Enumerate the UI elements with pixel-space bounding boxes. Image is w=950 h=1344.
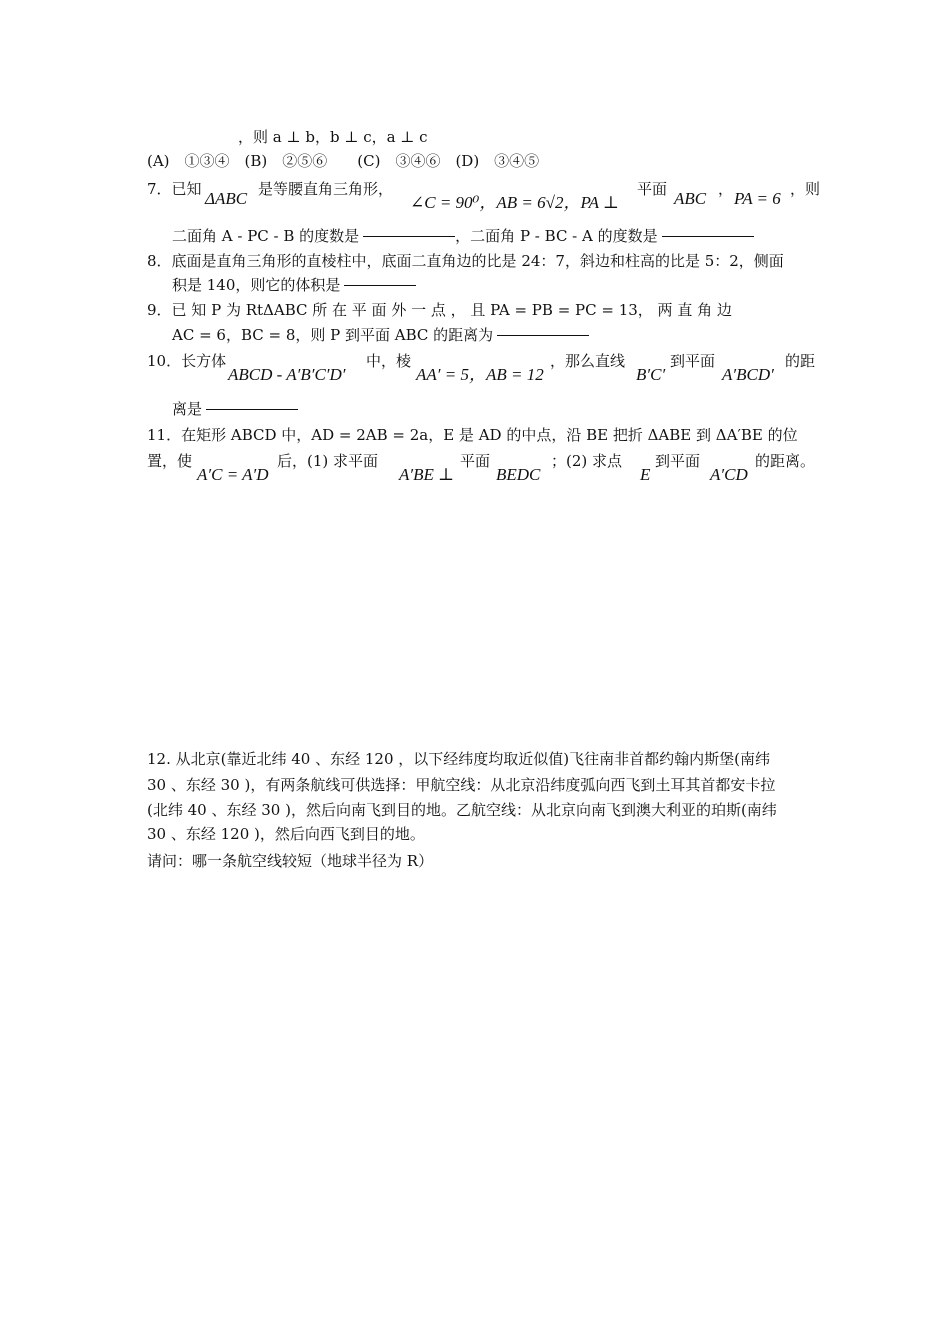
math: A′BCD′ <box>722 365 774 384</box>
text: 的距 <box>785 352 816 370</box>
text-line <box>172 324 589 346</box>
answer-blank <box>344 285 416 286</box>
text: 置，使 <box>147 452 193 470</box>
text: ，二面角 P - BC - A 的度数是 <box>455 227 658 245</box>
text: 平面 <box>637 180 668 198</box>
math: A′BE ⊥ <box>399 465 455 484</box>
text-line <box>172 225 754 247</box>
text: 的距离。 <box>755 452 816 470</box>
text-line: 请问：哪一条航空线较短（地球半径为 R） <box>147 852 434 870</box>
answer-blank <box>662 236 754 237</box>
math: A′CD <box>710 465 748 484</box>
answer-blank <box>206 409 298 410</box>
text-line: 12. 从北京(靠近北纬 40 、东经 120 ，以下经纬度均取近似值)飞往南非首都约翰内斯堡(南纬 <box>147 750 770 768</box>
text-line: (北纬 40 、东经 30 )，然后向南飞到目的地。乙航空线：从北京向南飞到澳大利亚的珀斯(南纬 <box>147 801 777 819</box>
answer-blank <box>497 335 589 336</box>
text-line: 30 、东经 30 )，有两条航线可供选择：甲航空线：从北京沿纬度弧向西飞到土耳其首都安卡拉 <box>147 776 776 794</box>
text: ，则 <box>790 180 821 198</box>
text: 离是 <box>172 400 203 418</box>
text: AC = 6，BC = 8，则 P 到平面 ABC 的距离为 <box>172 326 494 344</box>
math: E <box>640 465 651 484</box>
math: B′C′ <box>636 365 666 384</box>
text: 后，(1) 求平面 <box>277 452 379 470</box>
math: AA′ = 5，AB = 12 <box>416 365 544 384</box>
answer-options: (A) ①③④ (B) ②⑤⑥ (C) ③④⑥ (D) ③④⑤ <box>147 152 540 170</box>
question-7-label: 7．已知 <box>147 180 202 198</box>
text-line <box>172 274 416 296</box>
text-line: ，则 a ⊥ b，b ⊥ c，a ⊥ c <box>238 128 428 146</box>
math: BEDC <box>496 465 541 484</box>
math: ΔABC <box>205 189 248 208</box>
text: 二面角 A - PC - B 的度数是 <box>172 227 360 245</box>
question-10-label: 10．长方体 <box>147 352 227 370</box>
text: 积是 140，则它的体积是 <box>172 276 341 294</box>
text: 到平面 <box>655 452 701 470</box>
text: ， <box>718 180 734 198</box>
math: ABC <box>674 189 707 208</box>
math: A′C = A′D <box>197 465 269 484</box>
text: 到平面 <box>670 352 716 370</box>
text-line: 30 、东经 120 )，然后向西飞到目的地。 <box>147 825 425 843</box>
answer-blank <box>363 236 455 237</box>
text-line: 9．已 知 P 为 RtΔABC 所 在 平 面 外 一 点 ， 且 PA = PB = PC = 13， 两 直 角 边 <box>147 301 732 319</box>
math: ABCD - A′B′C′D′ <box>228 365 346 384</box>
text: ，那么直线 <box>550 352 626 370</box>
math: ∠C = 90⁰，AB = 6√2，PA ⊥ <box>410 193 619 212</box>
text: 平面 <box>460 452 491 470</box>
text: 是等腰直角三角形， <box>258 180 394 198</box>
text: 中，棱 <box>366 352 412 370</box>
text-line: 11．在矩形 ABCD 中，AD = 2AB = 2a，E 是 AD 的中点，沿 BE 把折 ΔABE 到 ΔA′BE 的位 <box>147 426 798 444</box>
text: ；(2) 求点 <box>551 452 623 470</box>
text-line <box>172 398 298 420</box>
text-line: 8．底面是直角三角形的直棱柱中，底面二直角边的比是 24：7，斜边和柱高的比是 5：2，侧面 <box>147 252 784 270</box>
math: PA = 6 <box>734 189 781 208</box>
